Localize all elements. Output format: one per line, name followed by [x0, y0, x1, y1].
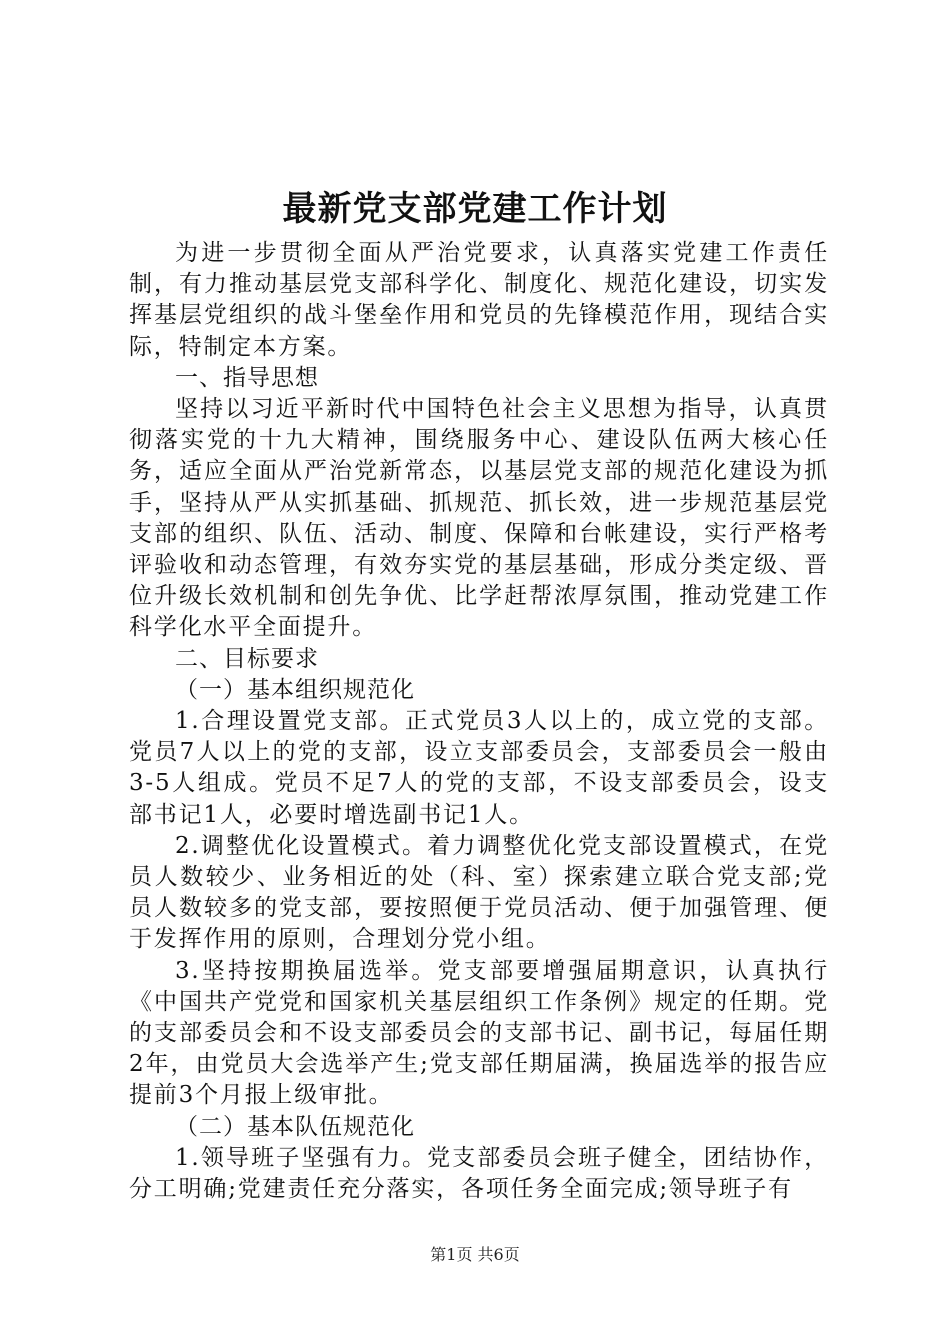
subsection-heading-organization: （一）基本组织规范化 [175, 676, 415, 703]
guiding-thought-paragraph: 坚持以习近平新时代中国特色社会主义思想为指导，认真贯彻落实党的十九大精神，围绕服务中心、建设队伍两大核心任务，适应全面从严治党新常态，以基层党支部的规范化建设为抓手，坚持从严从实抓基础、抓规范、抓长效，进一步规范基层党支部的组织、队伍、活动、制度、保障和台帐建设，实行严格考评验收和动态管理，有效夯实党的基层基础，形成分类定级、晋位升级长效机制和创先争优、比学赶帮浓厚氛围，推动党建工作科学化水平全面提升。 [129, 396, 829, 641]
item-paragraph-team-1: 1.领导班子坚强有力。党支部委员会班子健全，团结协作，分工明确;党建责任充分落实，各项任务全面完成;领导班子有 [129, 1144, 829, 1203]
item-paragraph-2: 2.调整优化设置模式。着力调整优化党支部设置模式，在党员人数较少、业务相近的处（科、室）探索建立联合党支部;党员人数较多的党支部，要按照便于党员活动、便于加强管理、便于发挥作用的原则，合理划分党小组。 [129, 832, 829, 953]
subsection-heading-team: （二）基本队伍规范化 [175, 1113, 415, 1140]
document-title: 最新党支部党建工作计划 [282, 189, 668, 229]
section-heading-guiding-thought: 一、指导思想 [175, 364, 319, 391]
intro-paragraph: 为进一步贯彻全面从严治党要求，认真落实党建工作责任制，有力推动基层党支部科学化、制度化、规范化建设，切实发挥基层党组织的战斗堡垒作用和党员的先锋模范作用，现结合实际，特制定本方案。 [129, 240, 829, 360]
item-paragraph-3: 3.坚持按期换届选举。党支部要增强届期意识，认真执行《中国共产党党和国家机关基层组织工作条例》规定的任期。党的支部委员会和不设支部委员会的支部书记、副书记，每届任期2年，由党员大会选举产生;党支部任期届满，换届选举的报告应提前3个月报上级审批。 [129, 957, 829, 1109]
section-heading-goals: 二、目标要求 [175, 645, 319, 672]
page-footer: 第1页 共6页 [430, 1245, 520, 1264]
document-body [129, 238, 829, 1205]
item-paragraph-1: 1.合理设置党支部。正式党员3人以上的，成立党的支部。党员7人以上的党的支部，设立支部委员会，支部委员会一般由3-5人组成。党员不足7人的党的支部，不设支部委员会，设支部书记1人，必要时增选副书记1人。 [129, 708, 829, 828]
